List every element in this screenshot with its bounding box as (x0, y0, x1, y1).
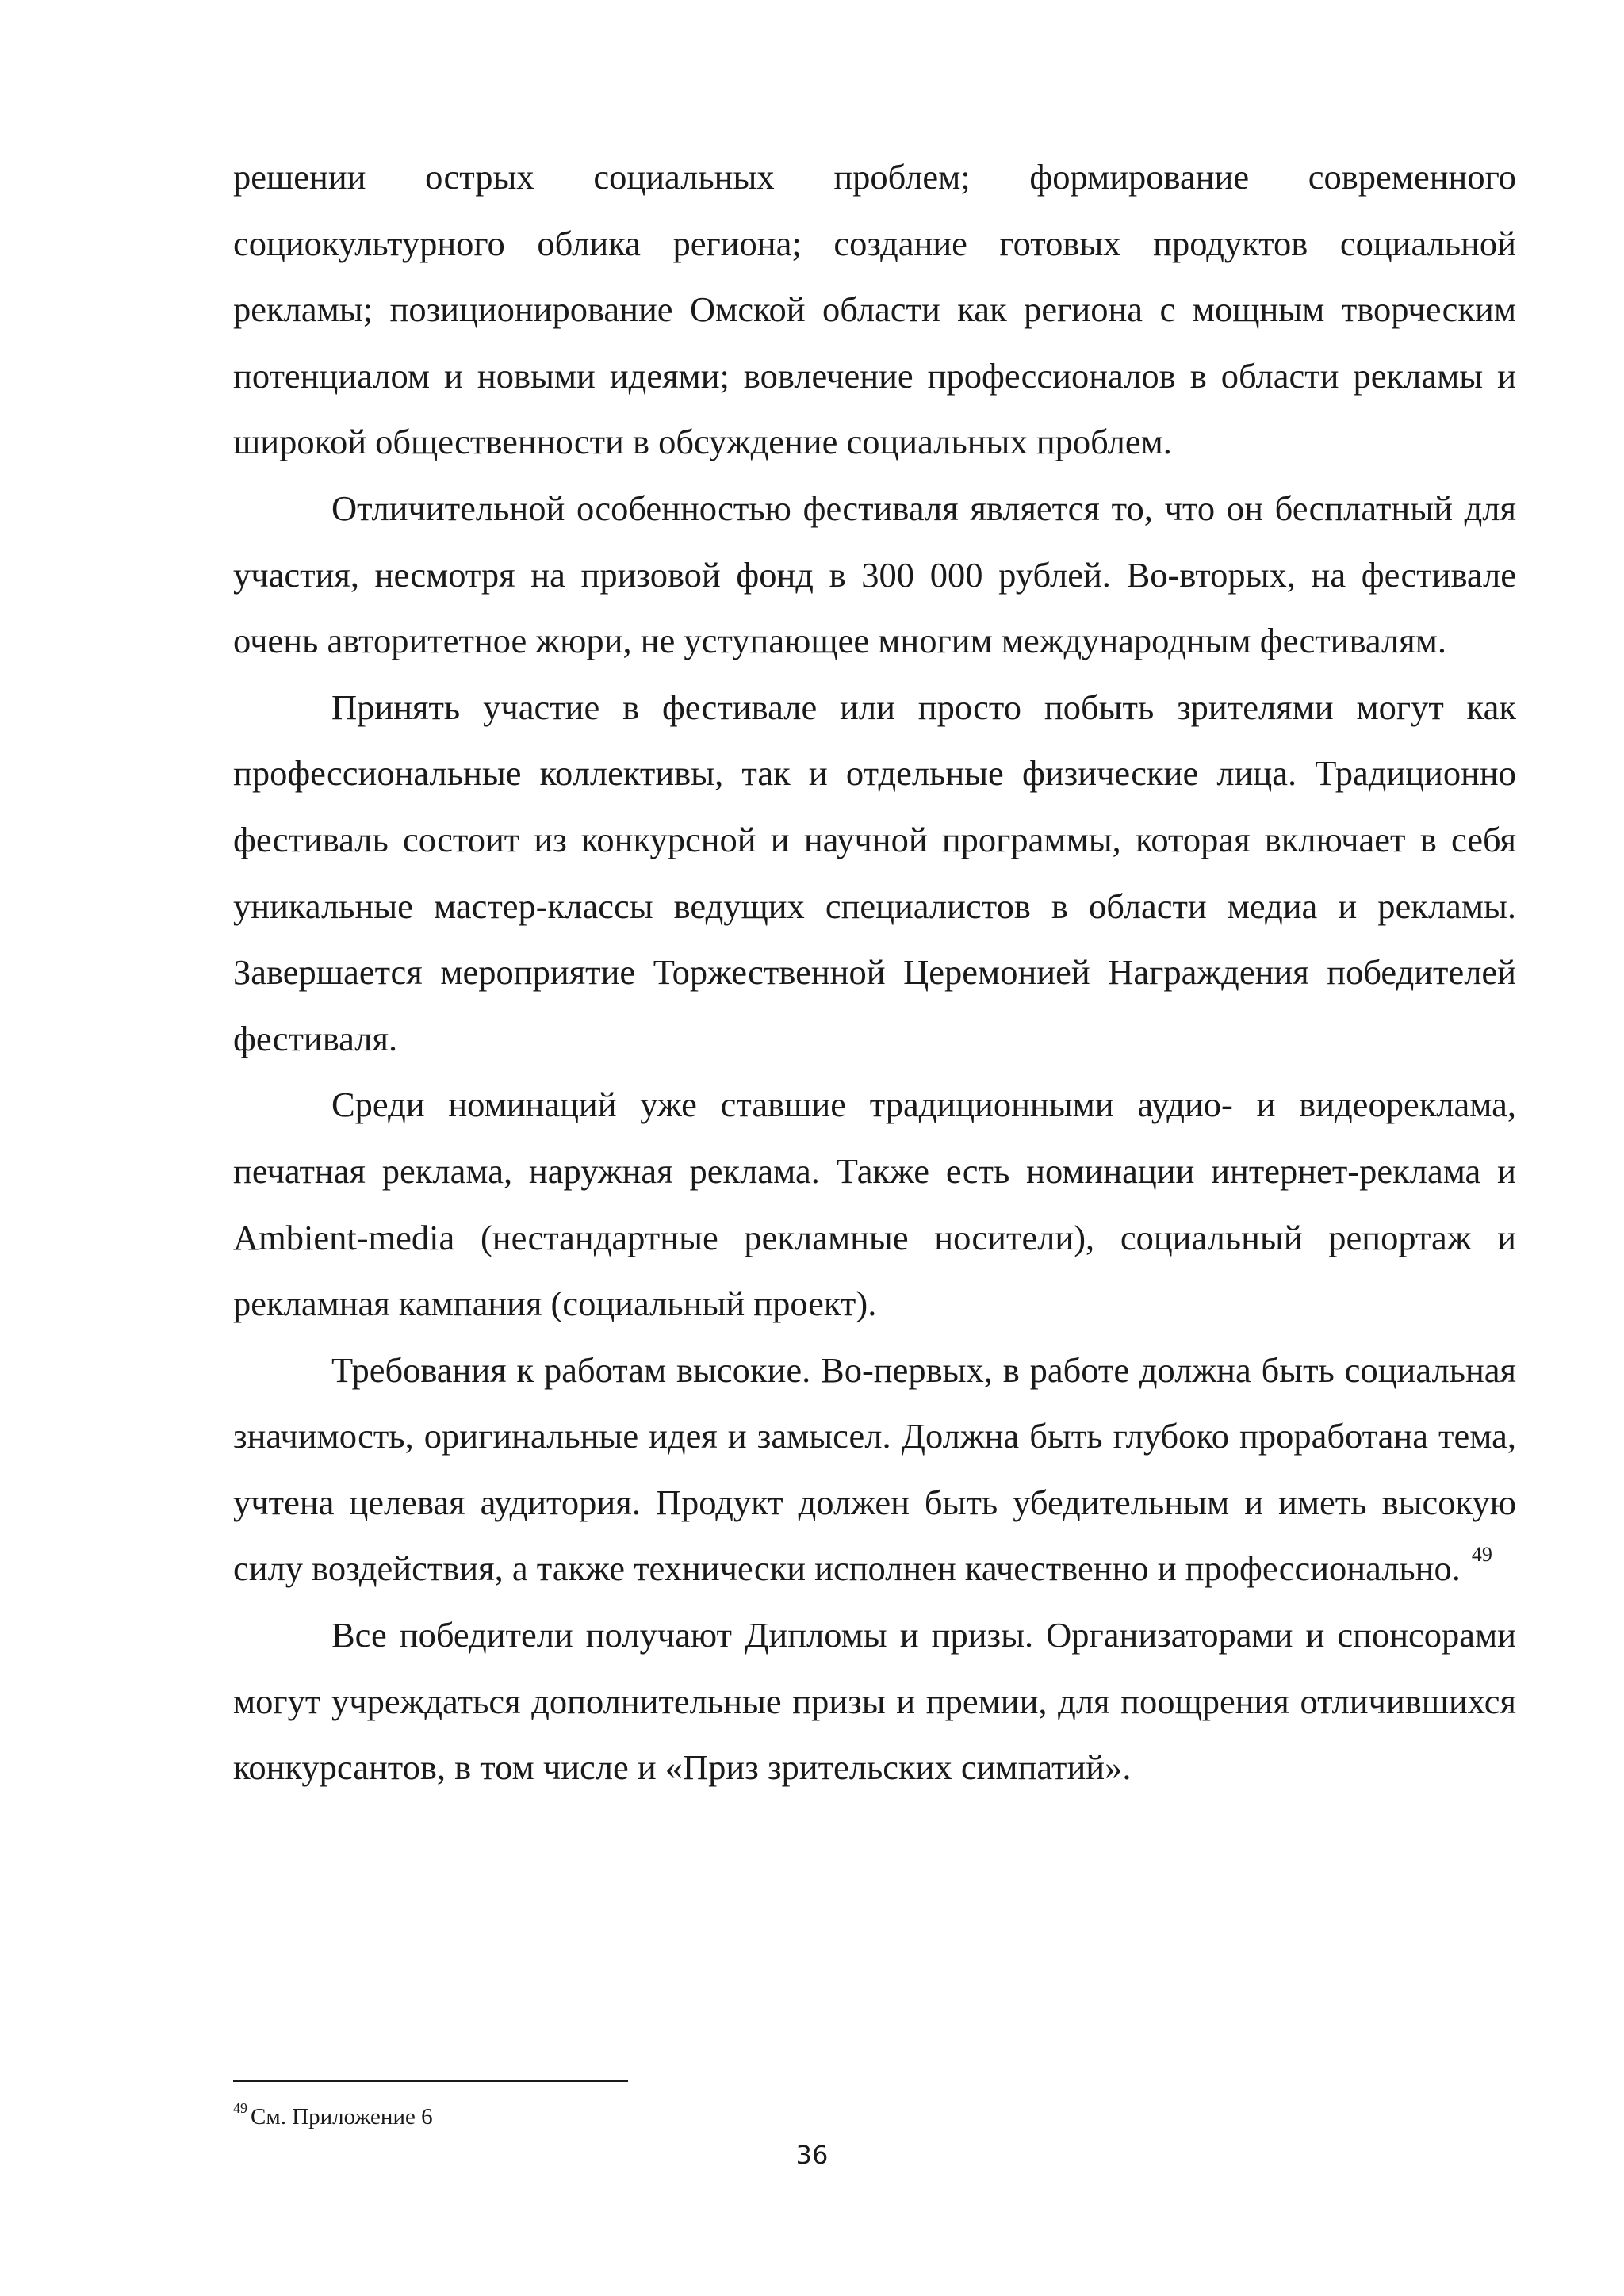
paragraph-3: Принять участие в фестивале или просто побыть зрителями могут как профессиональные коллективы, так и отдельные физические лица. Традиционно фестиваль состоит из конкурсной и научной программы, которая включает в себя уникальные мастер-классы ведущих специалистов в области медиа и рекламы. Завершается мероприятие Торжественной Церемонией Награждения победителей фестиваля. (233, 687, 1516, 1058)
paragraph-1: решении острых социальных проблем; формирование современного социокультурного облика региона; создание готовых продуктов социальной рекламы; позиционирование Омской области как региона с мощным творческим потенциалом и новыми идеями; вовлечение профессионалов в области рекламы и широкой общественности в обсуждение социальных проблем. (233, 157, 1516, 462)
paragraph-4: Среди номинаций уже ставшие традиционными аудио- и видеореклама, печатная реклама, наружная реклама. Также есть номинации интернет-реклама и Ambient-media (нестандартные рекламные носители), социальный репортаж и рекламная кампания (социальный проект). (233, 1085, 1516, 1324)
footnote-reference[interactable]: 49 (1471, 1542, 1492, 1566)
footnote-text: См. Приложение 6 (251, 2104, 433, 2130)
paragraph-6: Все победители получают Дипломы и призы. Организаторами и спонсорами могут учреждаться дополнительные призы и премии, для поощрения отличившихся конкурсантов, в том числе и «Приз зрительских симпатий». (233, 1615, 1516, 1788)
paragraph-2: Отличительной особенностью фестиваля является то, что он бесплатный для участия, несмотря на призовой фонд в 300 000 рублей. Во-вторых, на фестивале очень авторитетное жюри, не уступающее многим международным фестивалям. (233, 488, 1516, 661)
paragraph-5 (233, 1337, 1516, 1602)
paragraph-5-text: Требования к работам высокие. Во-первых, в работе должна быть социальная значимость, оригинальные идея и замысел. Должна быть глубоко проработана тема, учтена целевая аудитория. Продукт должен быть убедительным и иметь высокую силу воздействия, а также технически исполнен качественно и профессионально. (233, 1349, 1516, 1589)
page-number: 36 (795, 2140, 829, 2170)
footnote-number: 49 (233, 2099, 247, 2116)
body-text (233, 144, 1516, 1801)
footnote (233, 2099, 433, 2131)
footnote-separator (233, 2080, 628, 2082)
